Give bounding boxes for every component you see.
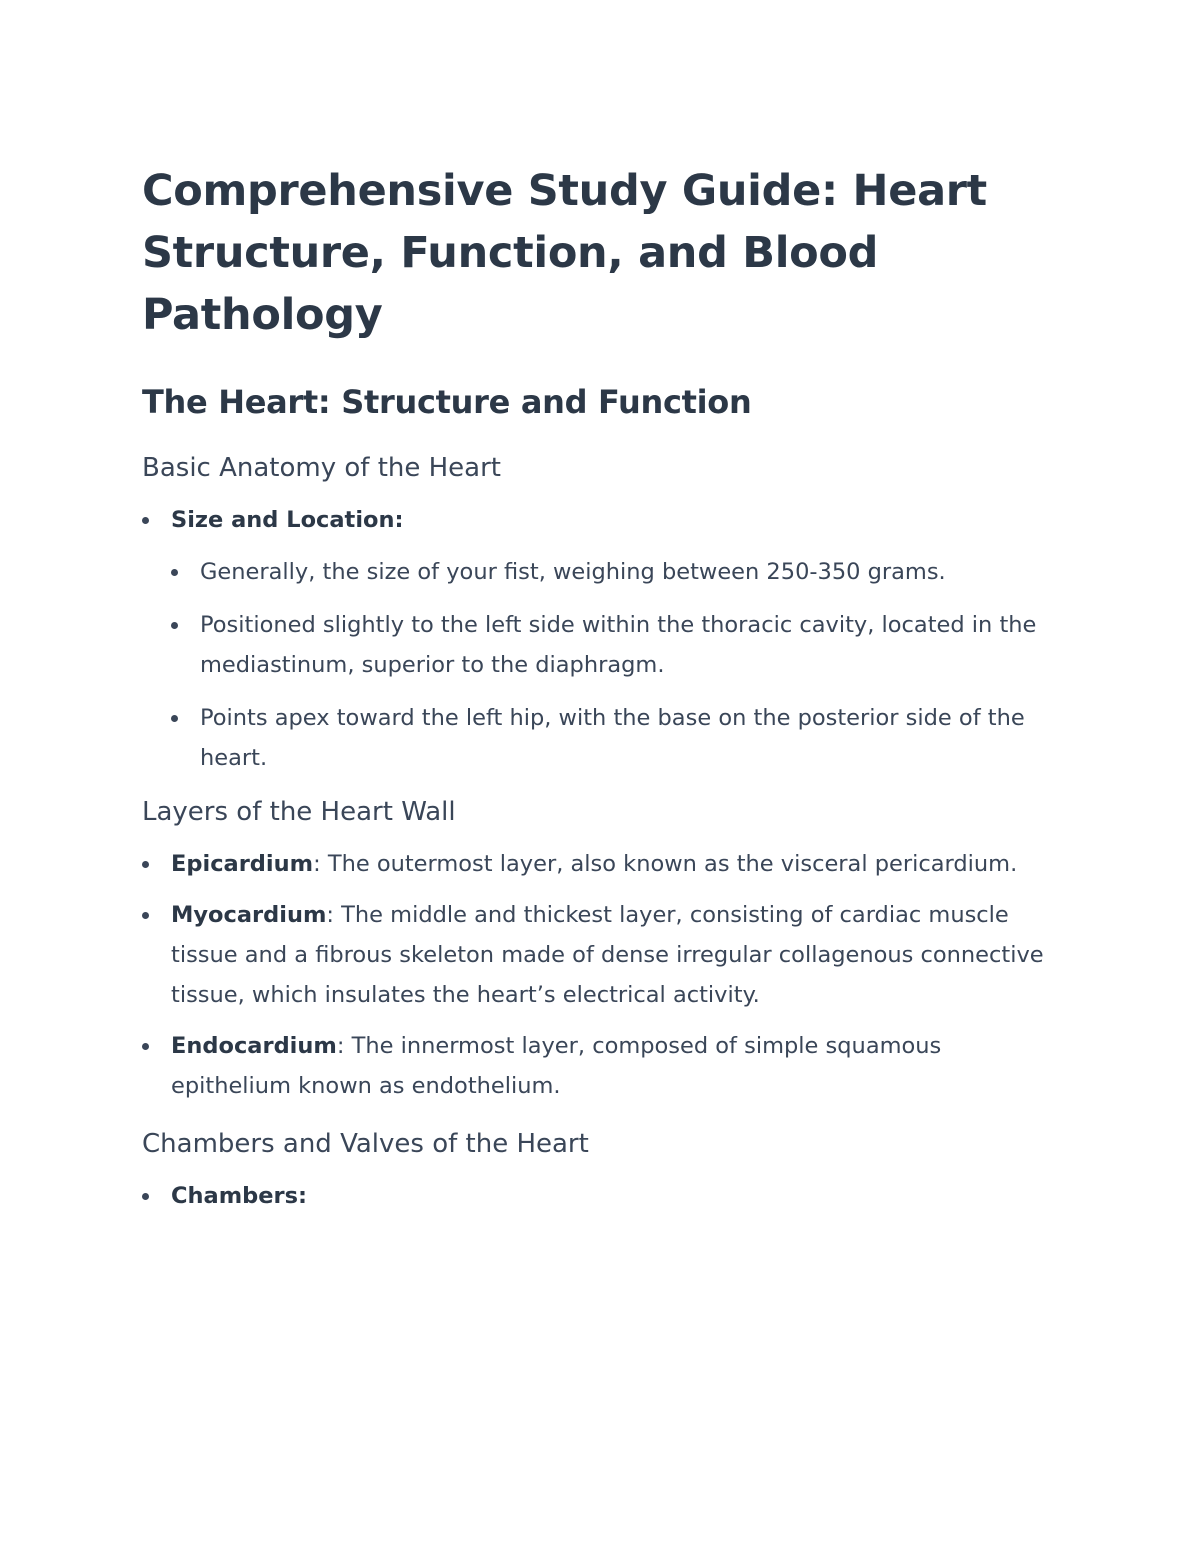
list-item-text: Generally, the size of your fist, weighing between 250-350 grams. bbox=[200, 559, 946, 585]
list-item bbox=[142, 500, 1062, 778]
section-heading: The Heart: Structure and Function bbox=[142, 383, 752, 421]
size-location-sublist bbox=[171, 552, 1062, 778]
subsection-heading-chambers: Chambers and Valves of the Heart bbox=[142, 1129, 589, 1159]
bullet-icon bbox=[171, 622, 178, 629]
size-location-label: Size and Location: bbox=[171, 507, 404, 533]
list-item-text: Points apex toward the left hip, with the base on the posterior side of the heart. bbox=[200, 705, 1025, 771]
list-item bbox=[171, 605, 1062, 685]
layer-term: Epicardium bbox=[171, 851, 314, 877]
layer-term: Myocardium bbox=[171, 902, 327, 928]
bullet-icon bbox=[171, 715, 178, 722]
subsection-heading-layers: Layers of the Heart Wall bbox=[142, 797, 456, 827]
bullet-icon bbox=[142, 912, 149, 919]
list-item bbox=[171, 698, 1062, 778]
list-item-text: Positioned slightly to the left side within the thoracic cavity, located in the mediastinum, superior to the diaphragm. bbox=[200, 612, 1037, 678]
bullet-icon bbox=[142, 1193, 149, 1200]
layers-list bbox=[142, 844, 1062, 1106]
bullet-icon bbox=[142, 861, 149, 868]
layer-description: : The outermost layer, also known as the visceral pericardium. bbox=[313, 851, 1018, 877]
document-page bbox=[142, 160, 1062, 1216]
chambers-label: Chambers: bbox=[171, 1183, 308, 1209]
layer-description: : The innermost layer, composed of simple squamous epithelium known as endothelium. bbox=[171, 1033, 942, 1099]
layer-description: : The middle and thickest layer, consisting of cardiac muscle tissue and a fibrous skeleton made of dense irregular collagenous connective tissue, which insulates the heart’s electrical activity. bbox=[171, 902, 1044, 1008]
layer-term: Endocardium bbox=[171, 1033, 337, 1059]
bullet-icon bbox=[142, 1043, 149, 1050]
chambers-list bbox=[142, 1176, 1062, 1216]
list-item bbox=[142, 895, 1062, 1015]
list-item bbox=[142, 1176, 1062, 1216]
subsection-heading-anatomy: Basic Anatomy of the Heart bbox=[142, 453, 501, 483]
list-item bbox=[142, 844, 1062, 884]
anatomy-list bbox=[142, 500, 1062, 778]
list-item bbox=[142, 1026, 1062, 1106]
bullet-icon bbox=[142, 517, 149, 524]
document-title: Comprehensive Study Guide: Heart Structure, Function, and Blood Pathology bbox=[142, 166, 987, 340]
bullet-icon bbox=[171, 569, 178, 576]
list-item bbox=[171, 552, 1062, 592]
